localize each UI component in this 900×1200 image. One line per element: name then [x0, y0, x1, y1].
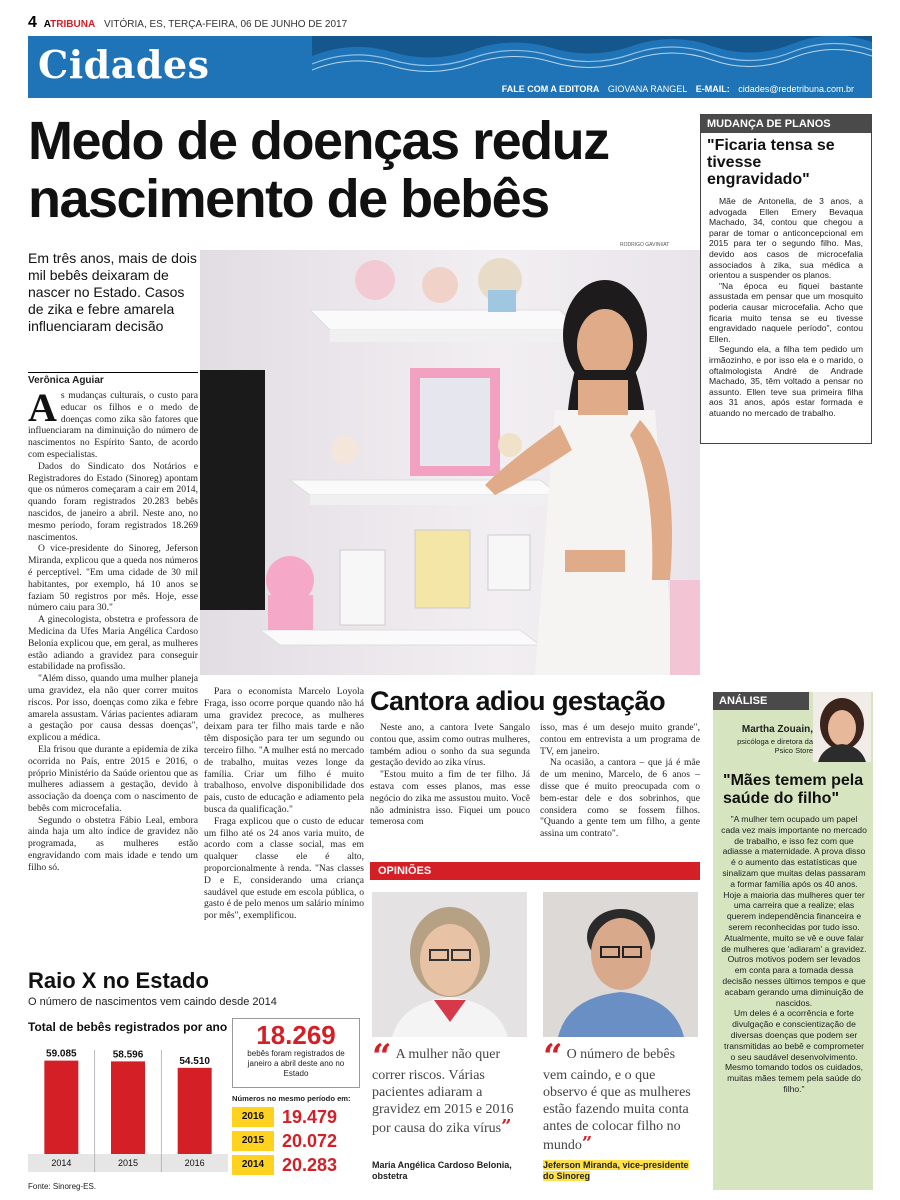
- drop-cap: A: [28, 385, 57, 430]
- data-label: 58.596: [112, 1049, 144, 1061]
- section-header: [28, 36, 872, 98]
- chart-title: Total de bebês registrados por ano: [28, 1020, 228, 1034]
- opinion-1-author: Maria Angélica Cardoso Belonia, obstetra: [372, 1160, 512, 1181]
- editor-name: GIOVANA RANGEL: [607, 84, 688, 94]
- sidebar-label: MUDANÇA DE PLANOS: [701, 115, 871, 133]
- analise-label: ANÁLISE: [713, 692, 809, 710]
- contact-line: [502, 84, 860, 94]
- open-quote-icon: “: [543, 1037, 563, 1077]
- period-year: 2014: [232, 1155, 274, 1175]
- analise-author-name: Martha Zouain,: [741, 724, 813, 735]
- article-column-1: As mudanças culturais, o custo para educar os filhos e o medo de doenças como zika são fatores que influenciaram na diminuição do número de nascimentos no Espírito Santo, de acordo com especialistas. Dados do Sindicato dos Notários e Registradores do Estado (Sinoreg) apontam que os números começaram a cair em 2014, quando foram registrados 20.283 bebês nascidos, de janeiro a abril. Neste ano, no mesmo período, foram registrados 18.269 nascimentos. O vice-presidente do Sinoreg, Jeferson Miranda, explicou que a queda nos números é perceptível. "Em uma cidade de 30 mil habitantes, por exemplo, há 10 anos se faziam 50 registros por mês. Hoje, esse número caiu para 30." A ginecologista, obstetra e professora de Medicina da Ufes Maria Angélica Cardoso Belonia explicou que, em geral, as mulheres estão adiando a gravidez para conseguir estabilidade na profissão. "Além disso, quando uma mulher planeja uma gravidez, ela não quer correr muitos riscos. Por isso, doenças como zika e febre amarela assustam. Várias pacientes adiaram a gestação por causa dessas doenças", explicou a médica. Ela frisou que durante a epidemia de zika ocorrida no País, entre 2015 e 2016, o próprio Ministério da Saúde orientou que as mulheres adiassem a gestação, devido à associação da doença com o nascimento de bebês com microcefalia. Segundo o obstetra Fábio Leal, embora ainda haja um alto índice de gravidez não programada, as mulheres estão engravidando com mais idade e tendo um filho só.: [28, 385, 198, 873]
- tick-label: 2014: [51, 1158, 72, 1168]
- masthead-strip: [28, 14, 347, 32]
- period-value: 19.479: [282, 1106, 338, 1127]
- highlight-text: bebês foram registrados de janeiro a abril deste ano no Estado: [247, 1049, 345, 1078]
- births-bar-chart: [28, 1036, 228, 1176]
- subheadline: Em três anos, mais de dois mil bebês deixaram de nascer no Estado. Casos de zika e febre amarela influenciaram decisão: [28, 250, 197, 334]
- period-row: [232, 1130, 362, 1152]
- data-label: 54.510: [179, 1055, 210, 1067]
- analise-box: [713, 692, 873, 1190]
- cantora-title: Cantora adiou gestação: [370, 686, 666, 716]
- opinion-2-photo: [543, 892, 698, 1037]
- analise-body: "A mulher tem ocupado um papel cada vez mais importante no mercado de trabalho, e isso fez com que adiasse a maternidade. A prova disso é o aumento das estatísticas que sinalizam que muitas delas passaram a formar família após os 40 anos. Hoje a maioria das mulheres quer ter uma carreira que a realize; elas querem independência financeira e serem reconhecidas por tudo isso. Atualmente, muito se vê e ouve falar de mulheres que 'adiaram' a gravidez. Outros motivos podem ser levados em conta para a tomada dessa decisão nesses últimos tempos e que acabam gerando uma diminuição de nascidos. Um deles é a ocorrência e forte divulgação e conscientização de diversas doenças que podem ser transmitidas ao bebê e comprometer o seu saudável desenvolvimento. Mesmo tomando todos os cuidados, muitas mães temem pela saúde do filho.": [721, 814, 867, 1094]
- close-quote-icon: ”: [501, 1116, 512, 1137]
- article-column-2: Para o economista Marcelo Loyola Fraga, isso ocorre porque quando não há uma gravidez precoce, as mulheres deixam para ter filho mais tarde e não têm disposição para ter um segundo ou terceiro filho. "A mulher está no mercado de trabalho, muitas vezes longe da família. Criar um filho é muito trabalhoso, envolve disponibilidade dos pais, custo de educação e adiamento pela busca da qualificação." Fraga explicou que o custo de educar um filho até os 24 anos varia muito, de acordo com a classe social, mas em qualquer classe ele é alto, proporcionalmente à renda. "Nas classes D e E, considerando uma criança saudável que estude em escola pública, o gasto é de pelo menos um salário mínimo por mês", exemplificou.: [204, 686, 364, 922]
- bar: [178, 1068, 212, 1154]
- photo-credit: RODRIGO GAVINI/AT: [620, 242, 670, 248]
- brand-logo: ATRIBUNA: [43, 19, 96, 30]
- main-photo: [200, 250, 700, 675]
- contact-label: FALE COM A EDITORA: [501, 84, 600, 94]
- headline: Medo de doenças reduz nascimento de bebês: [28, 111, 609, 229]
- section-title: Cidades: [38, 42, 210, 87]
- analise-author-role: psicóloga e diretora da Psico Store: [737, 737, 813, 755]
- opinion-2-quote: “ O número de bebês vem caindo, e o que observo é que as mulheres estão fazendo muita conta antes de colocar filho no mundo”: [543, 1037, 691, 1154]
- source-note: Fonte: Sinoreg-ES.: [28, 1182, 97, 1191]
- period-year: 2015: [232, 1131, 274, 1151]
- close-quote-icon: ”: [581, 1133, 593, 1154]
- sidebar-body: Mãe de Antonella, de 3 anos, a advogada Ellen Emery Bevaqua Machado, 34, contou que chegou a parar de tomar o anticoncepcional em 2015 para ter o segundo filho. Mas, devido aos casos de microcefalia associados à zika, sua médica a orientou a suspender os planos. "Na época eu fiquei bastante assustada em pensar que um mosquito poderia causar microcefalia. Acho que ficaria muito tensa se eu tivesse engravidado naquele período", contou Ellen. Segundo ela, a filha tem pedido um irmãozinho, e por isso ela e o marido, o oftalmologista André de Andrade Machado, 35, têm voltado a pensar no assunto. Ellen teve sua primeira filha aos 31 anos, após estar formada e atuando no mercado de trabalho.: [709, 196, 863, 418]
- tick-label: 2015: [117, 1158, 139, 1168]
- period-table: [232, 1106, 362, 1178]
- opinion-1-photo: [372, 892, 527, 1037]
- cantora-column-1: Neste ano, a cantora Ivete Sangalo contou que, assim como outras mulheres, também adiou o sonho da sua segunda gestação devido ao zika vírus. "Estou muito a fim de ter filho. Já estava com esses planos, mas esse negócio do zika me assustou muito. Você não administra isso. Fiquei um pouco temerosa com: [370, 722, 530, 828]
- period-value: 20.072: [282, 1130, 338, 1151]
- byline: Verônica Aguiar: [28, 372, 198, 386]
- dateline: VITÓRIA, ES, TERÇA-FEIRA, 06 DE JUNHO DE 2017: [103, 19, 348, 30]
- period-row: [232, 1154, 362, 1176]
- period-year: 2016: [232, 1107, 274, 1127]
- bar: [111, 1061, 145, 1154]
- opinion-1-quote: “ A mulher não quer correr riscos. Várias pacientes adiaram a gravidez em 2015 e 2016 por causa do zika vírus”: [372, 1037, 514, 1137]
- opinioes-label: OPINIÕES: [370, 862, 700, 880]
- highlight-number: 18.269: [256, 1020, 336, 1050]
- sidebar-quote: "Ficaria tensa se tivesse engravidado": [707, 137, 835, 188]
- cantora-column-2: isso, mas é um desejo muito grande", contou em entrevista a um programa de TV, em janeiro. Na ocasião, a cantora – que já é mãe de um menino, Marcelo, de 6 anos – disse que é muito preocupada com o bem-estar dele e dos sobrinhos, que considera como se fossem filhos. "Quando a gente tem um filho, a gente assina um contrato".: [540, 722, 700, 840]
- opinion-2-author: Jeferson Miranda, vice-presidente do Sinoreg: [543, 1160, 689, 1181]
- email-link[interactable]: cidades@redetribuna.com.br: [738, 84, 854, 94]
- data-label: 59.085: [46, 1048, 77, 1060]
- analise-quote: "Mães temem pela saúde do filho": [723, 772, 864, 807]
- raiox-title: Raio X no Estado: [28, 968, 209, 993]
- page-number: 4: [28, 14, 37, 31]
- tick-label: 2016: [184, 1158, 205, 1168]
- open-quote-icon: “: [372, 1037, 392, 1077]
- email-label: E-MAIL:: [695, 84, 730, 94]
- period-value: 20.283: [282, 1154, 338, 1175]
- period-row: [232, 1106, 362, 1128]
- raiox-subtitle: O número de nascimentos vem caindo desde 2014: [28, 996, 277, 1008]
- sidebar-box-mudanca-de-planos: [700, 114, 872, 444]
- highlight-box: [232, 1018, 360, 1088]
- analise-photo: [813, 692, 871, 762]
- period-label: Números no mesmo período em:: [232, 1094, 351, 1103]
- bar: [44, 1061, 78, 1154]
